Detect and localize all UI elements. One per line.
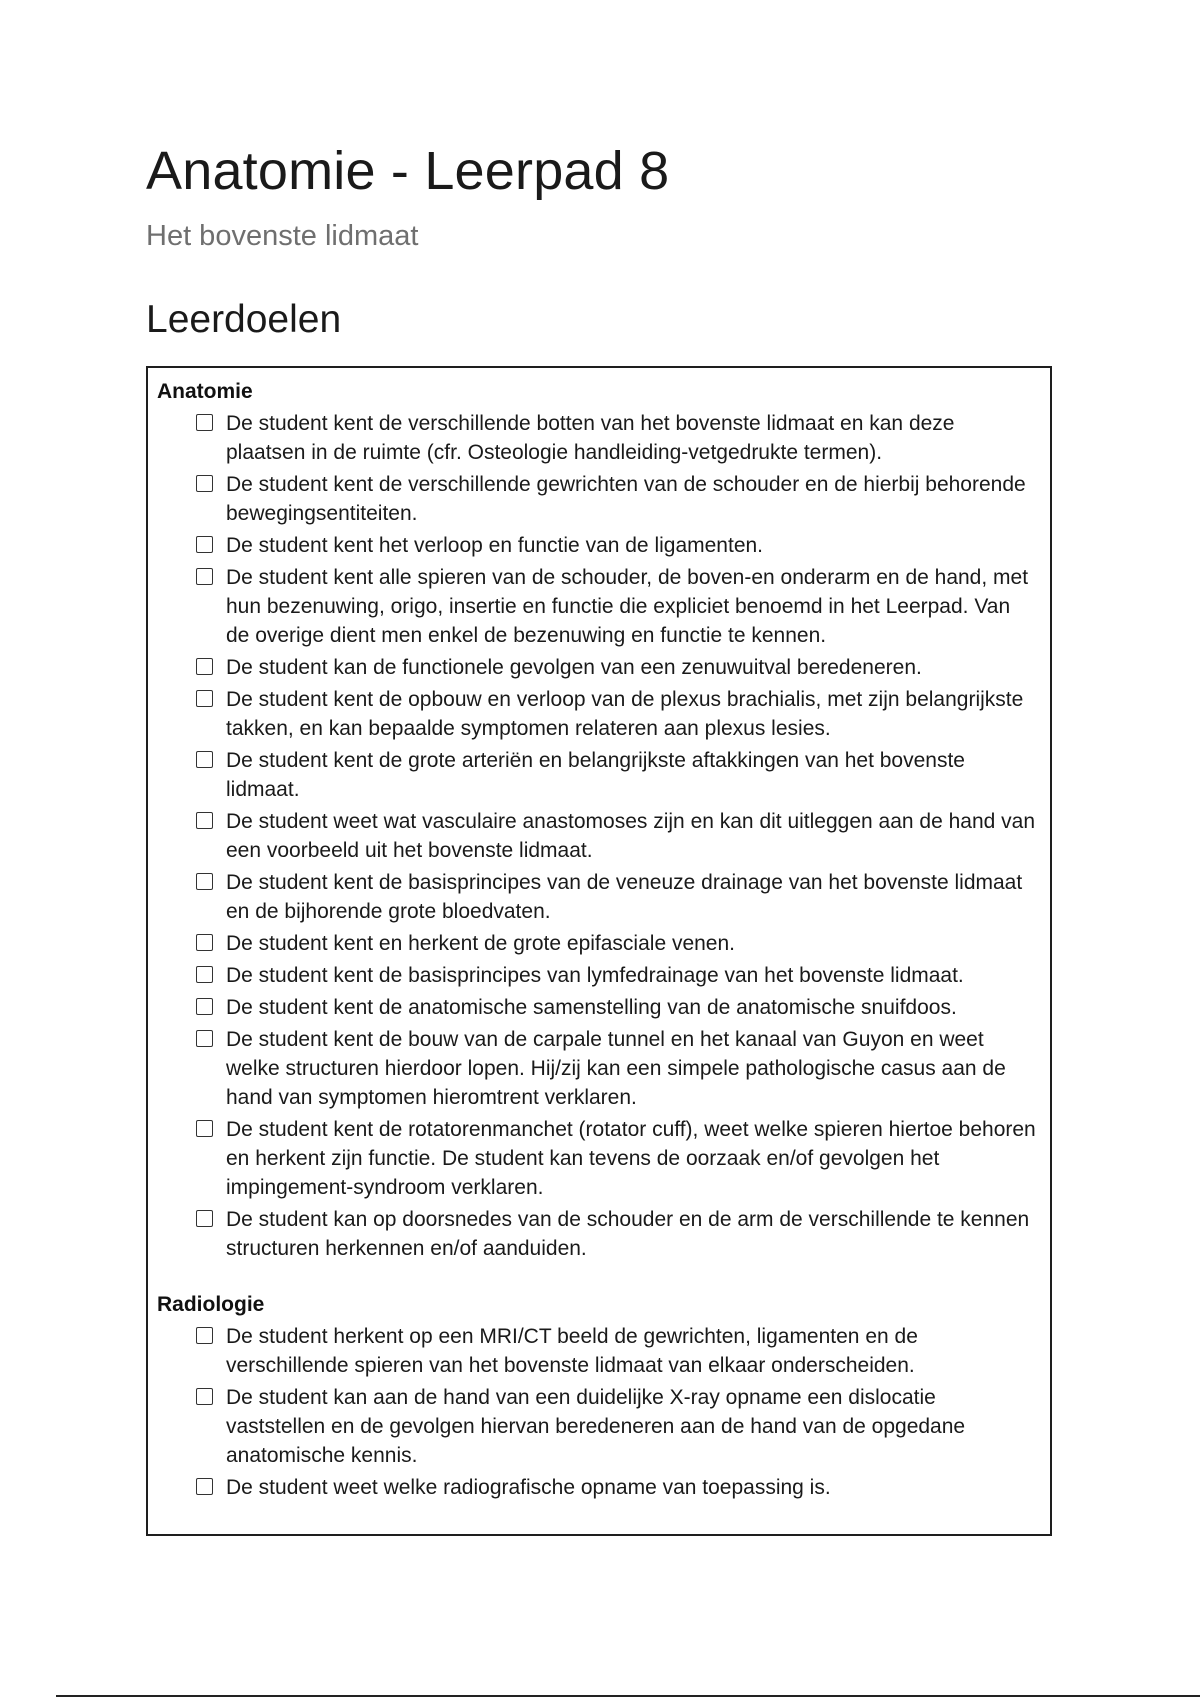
objective-item [196, 929, 1038, 958]
objective-group-radiologie [157, 1291, 1038, 1502]
objective-text: De student weet welke radiografische opname van toepassing is. [226, 1476, 831, 1499]
objective-item [196, 993, 1038, 1022]
objective-text: De student kan de functionele gevolgen van een zenuwuitval beredeneren. [226, 656, 922, 679]
learning-objectives-box [146, 366, 1052, 1536]
objective-item [196, 563, 1038, 650]
objective-item [196, 807, 1038, 865]
objective-item [196, 1383, 1038, 1470]
checkbox[interactable] [196, 1327, 213, 1344]
footer-divider [56, 1695, 1200, 1697]
objective-text: De student weet wat vasculaire anastomoses zijn en kan dit uitleggen aan de hand van een voorbeeld uit het bovenste lidmaat. [226, 810, 1036, 862]
objective-item [196, 470, 1038, 528]
objective-text: De student kent de basisprincipes van de veneuze drainage van het bovenste lidmaat en de bijhorende grote bloedvaten. [226, 871, 1023, 923]
checkbox[interactable] [196, 536, 213, 553]
group-title: Radiologie [157, 1293, 265, 1316]
objective-text: De student kent en herkent de grote epifasciale venen. [226, 932, 736, 955]
objective-text: De student kan op doorsnedes van de schouder en de arm de verschillende te kennen structuren herkennen en/of aanduiden. [226, 1208, 1030, 1260]
checkbox[interactable] [196, 658, 213, 675]
objective-item [196, 653, 1038, 682]
checkbox[interactable] [196, 966, 213, 983]
objective-text: De student kan aan de hand van een duidelijke X-ray opname een dislocatie vaststellen en de gevolgen hiervan beredeneren aan de hand van de opgedane anatomische kennis. [226, 1386, 966, 1467]
objective-item [196, 1322, 1038, 1380]
objective-text: De student kent de rotatorenmanchet (rotator cuff), weet welke spieren hiertoe behoren en herkent zijn functie. De student kan tevens de oorzaak en/of gevolgen het impingement-syndroom verklaren. [226, 1118, 1036, 1199]
checkbox[interactable] [196, 812, 213, 829]
checkbox[interactable] [196, 998, 213, 1015]
objective-item [196, 1115, 1038, 1202]
objective-item [196, 685, 1038, 743]
checkbox[interactable] [196, 1210, 213, 1227]
objective-text: De student kent de verschillende gewrichten van de schouder en de hierbij behorende bewegingsentiteiten. [226, 473, 1026, 525]
objective-text: De student kent de bouw van de carpale tunnel en het kanaal van Guyon en weet welke structuren hierdoor lopen. Hij/zij kan een simpele pathologische casus aan de hand van symptomen hieromtrent verklaren. [226, 1028, 1006, 1109]
checkbox[interactable] [196, 1030, 213, 1047]
section-heading-leerdoelen: Leerdoelen [146, 298, 342, 341]
objective-text: De student kent de basisprincipes van lymfedrainage van het bovenste lidmaat. [226, 964, 964, 987]
objective-text: De student kent alle spieren van de schouder, de boven-en onderarm en de hand, met hun bezenuwing, origo, insertie en functie die expliciet benoemd in het Leerpad. Van de overige dient men enkel de bezenuwing en functie te kennen. [226, 566, 1029, 647]
objective-item [196, 1473, 1038, 1502]
group-title: Anatomie [157, 380, 253, 403]
objective-item [196, 1205, 1038, 1263]
checkbox[interactable] [196, 1120, 213, 1137]
checkbox[interactable] [196, 414, 213, 431]
objective-text: De student kent de opbouw en verloop van de plexus brachialis, met zijn belangrijkste takken, en kan bepaalde symptomen relateren aan plexus lesies. [226, 688, 1024, 740]
objective-list [157, 409, 1038, 1263]
objective-item [196, 531, 1038, 560]
checkbox[interactable] [196, 475, 213, 492]
checkbox[interactable] [196, 934, 213, 951]
objective-text: De student kent de grote arteriën en belangrijkste aftakkingen van het bovenste lidmaat. [226, 749, 965, 801]
objective-text: De student kent de anatomische samenstelling van de anatomische snuifdoos. [226, 996, 957, 1019]
objective-text: De student herkent op een MRI/CT beeld de gewrichten, ligamenten en de verschillende spieren van het bovenste lidmaat van elkaar onderscheiden. [226, 1325, 918, 1377]
objective-list [157, 1322, 1038, 1502]
objective-item [196, 746, 1038, 804]
objective-item [196, 409, 1038, 467]
objective-item [196, 1025, 1038, 1112]
checkbox[interactable] [196, 1478, 213, 1495]
checkbox[interactable] [196, 1388, 213, 1405]
checkbox[interactable] [196, 690, 213, 707]
objective-group-anatomie [157, 378, 1038, 1263]
objective-text: De student kent het verloop en functie van de ligamenten. [226, 534, 764, 557]
page-subtitle: Het bovenste lidmaat [146, 220, 419, 252]
checkbox[interactable] [196, 873, 213, 890]
objective-item [196, 868, 1038, 926]
checkbox[interactable] [196, 568, 213, 585]
objective-text: De student kent de verschillende botten van het bovenste lidmaat en kan deze plaatsen in de ruimte (cfr. Osteologie handleiding-vetgedrukte termen). [226, 412, 955, 464]
page-title: Anatomie - Leerpad 8 [146, 141, 670, 201]
checkbox[interactable] [196, 751, 213, 768]
objective-item [196, 961, 1038, 990]
